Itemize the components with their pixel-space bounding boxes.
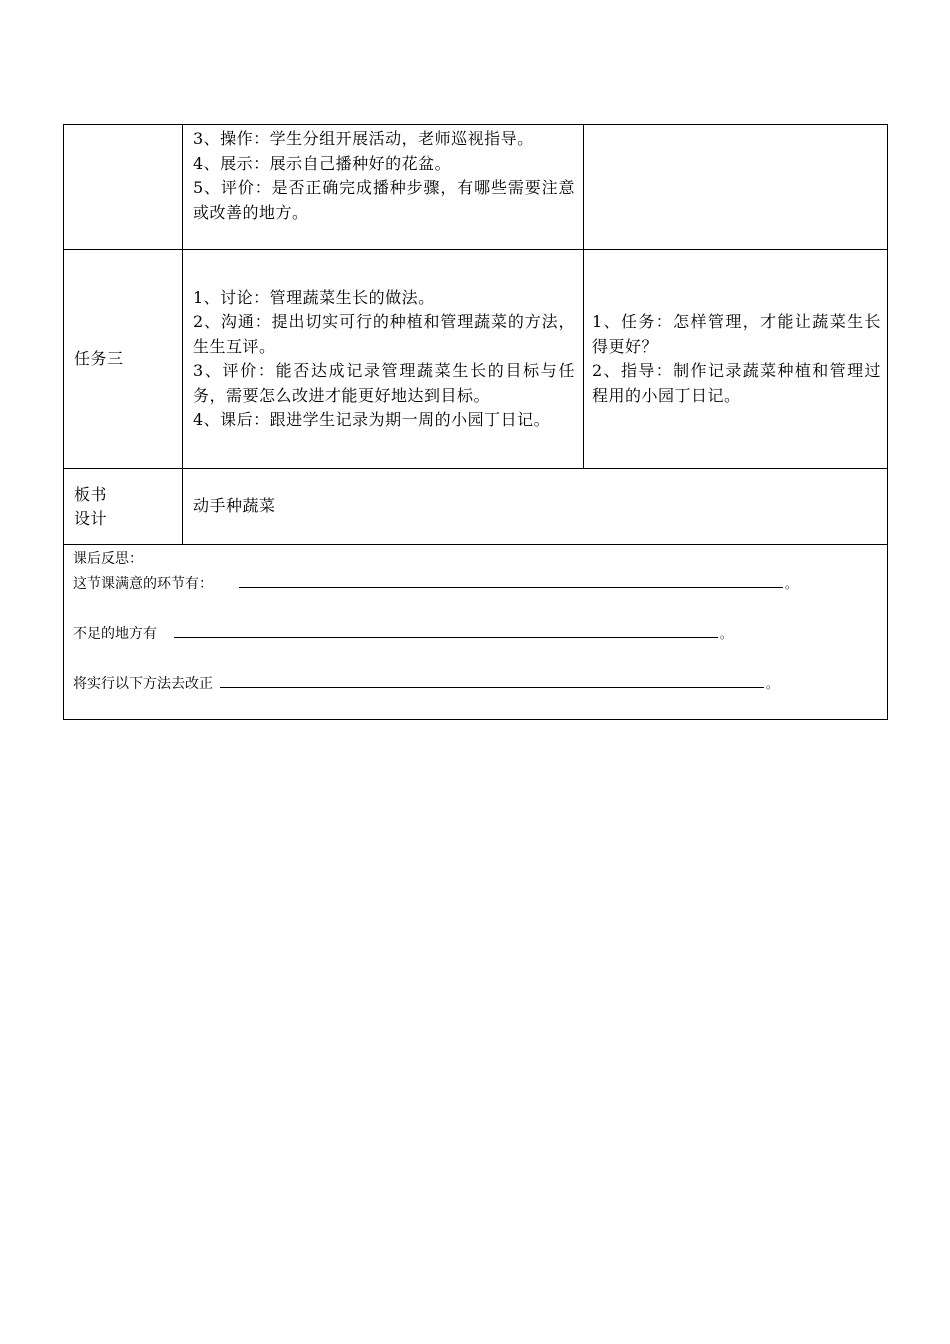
board-label-line: 板书 — [74, 484, 108, 504]
activity-line: 3、评价：能否达成记录管理蔬菜生长的目标与任务，需要怎么改进才能更好地达到目标。 — [193, 361, 575, 405]
activity-line: 2、沟通：提出切实可行的种植和管理蔬菜的方法，生生互评。 — [193, 312, 575, 356]
student-activity-cell — [183, 125, 584, 250]
activity-line: 1、讨论：管理蔬菜生长的做法。 — [193, 287, 435, 307]
period: 。 — [785, 577, 798, 591]
reflection-heading: 课后反思： — [73, 551, 143, 567]
activity-line: 4、展示：展示自己播种好的花盆。 — [193, 153, 452, 173]
task3-label: 任务三 — [74, 349, 124, 368]
board-label-line: 设计 — [74, 508, 108, 528]
activity-line: 1、任务：怎样管理，才能让蔬菜生长得更好？ — [592, 312, 881, 356]
table-row — [64, 125, 888, 250]
task3-label-cell — [64, 250, 183, 469]
improve-label: 将实行以下方法去改正 — [73, 676, 213, 692]
table-row — [64, 469, 888, 545]
reflection-cell — [64, 545, 888, 720]
shortcoming-blank[interactable] — [174, 623, 718, 638]
task3-teacher-cell — [584, 250, 888, 469]
period: 。 — [720, 627, 733, 641]
board-content: 动手种蔬菜 — [193, 496, 276, 516]
label-cell-empty — [64, 125, 183, 250]
satisfied-label: 这节课满意的环节有： — [73, 576, 213, 592]
satisfied-line — [73, 573, 797, 594]
period: 。 — [766, 677, 779, 691]
improve-blank[interactable] — [220, 673, 764, 688]
board-content-cell — [183, 469, 888, 545]
lesson-plan-table — [63, 124, 888, 720]
shortcoming-line — [73, 623, 732, 644]
teacher-activity-cell-empty — [584, 125, 888, 250]
table-row — [64, 545, 888, 720]
activity-line: 4、课后：跟进学生记录为期一周的小园丁日记。 — [193, 410, 551, 429]
activity-line: 3、操作：学生分组开展活动，老师巡视指导。 — [193, 129, 534, 148]
activity-line: 5、评价：是否正确完成播种步骤，有哪些需要注意或改善的地方。 — [193, 178, 575, 222]
satisfied-blank[interactable] — [239, 573, 783, 588]
activity-line: 2、指导：制作记录蔬菜种植和管理过程用的小园丁日记。 — [592, 361, 881, 405]
board-label-cell — [64, 469, 183, 545]
improve-line — [73, 673, 778, 694]
shortcoming-label: 不足的地方有 — [73, 626, 157, 642]
task3-student-cell — [183, 250, 584, 469]
table-row — [64, 250, 888, 469]
